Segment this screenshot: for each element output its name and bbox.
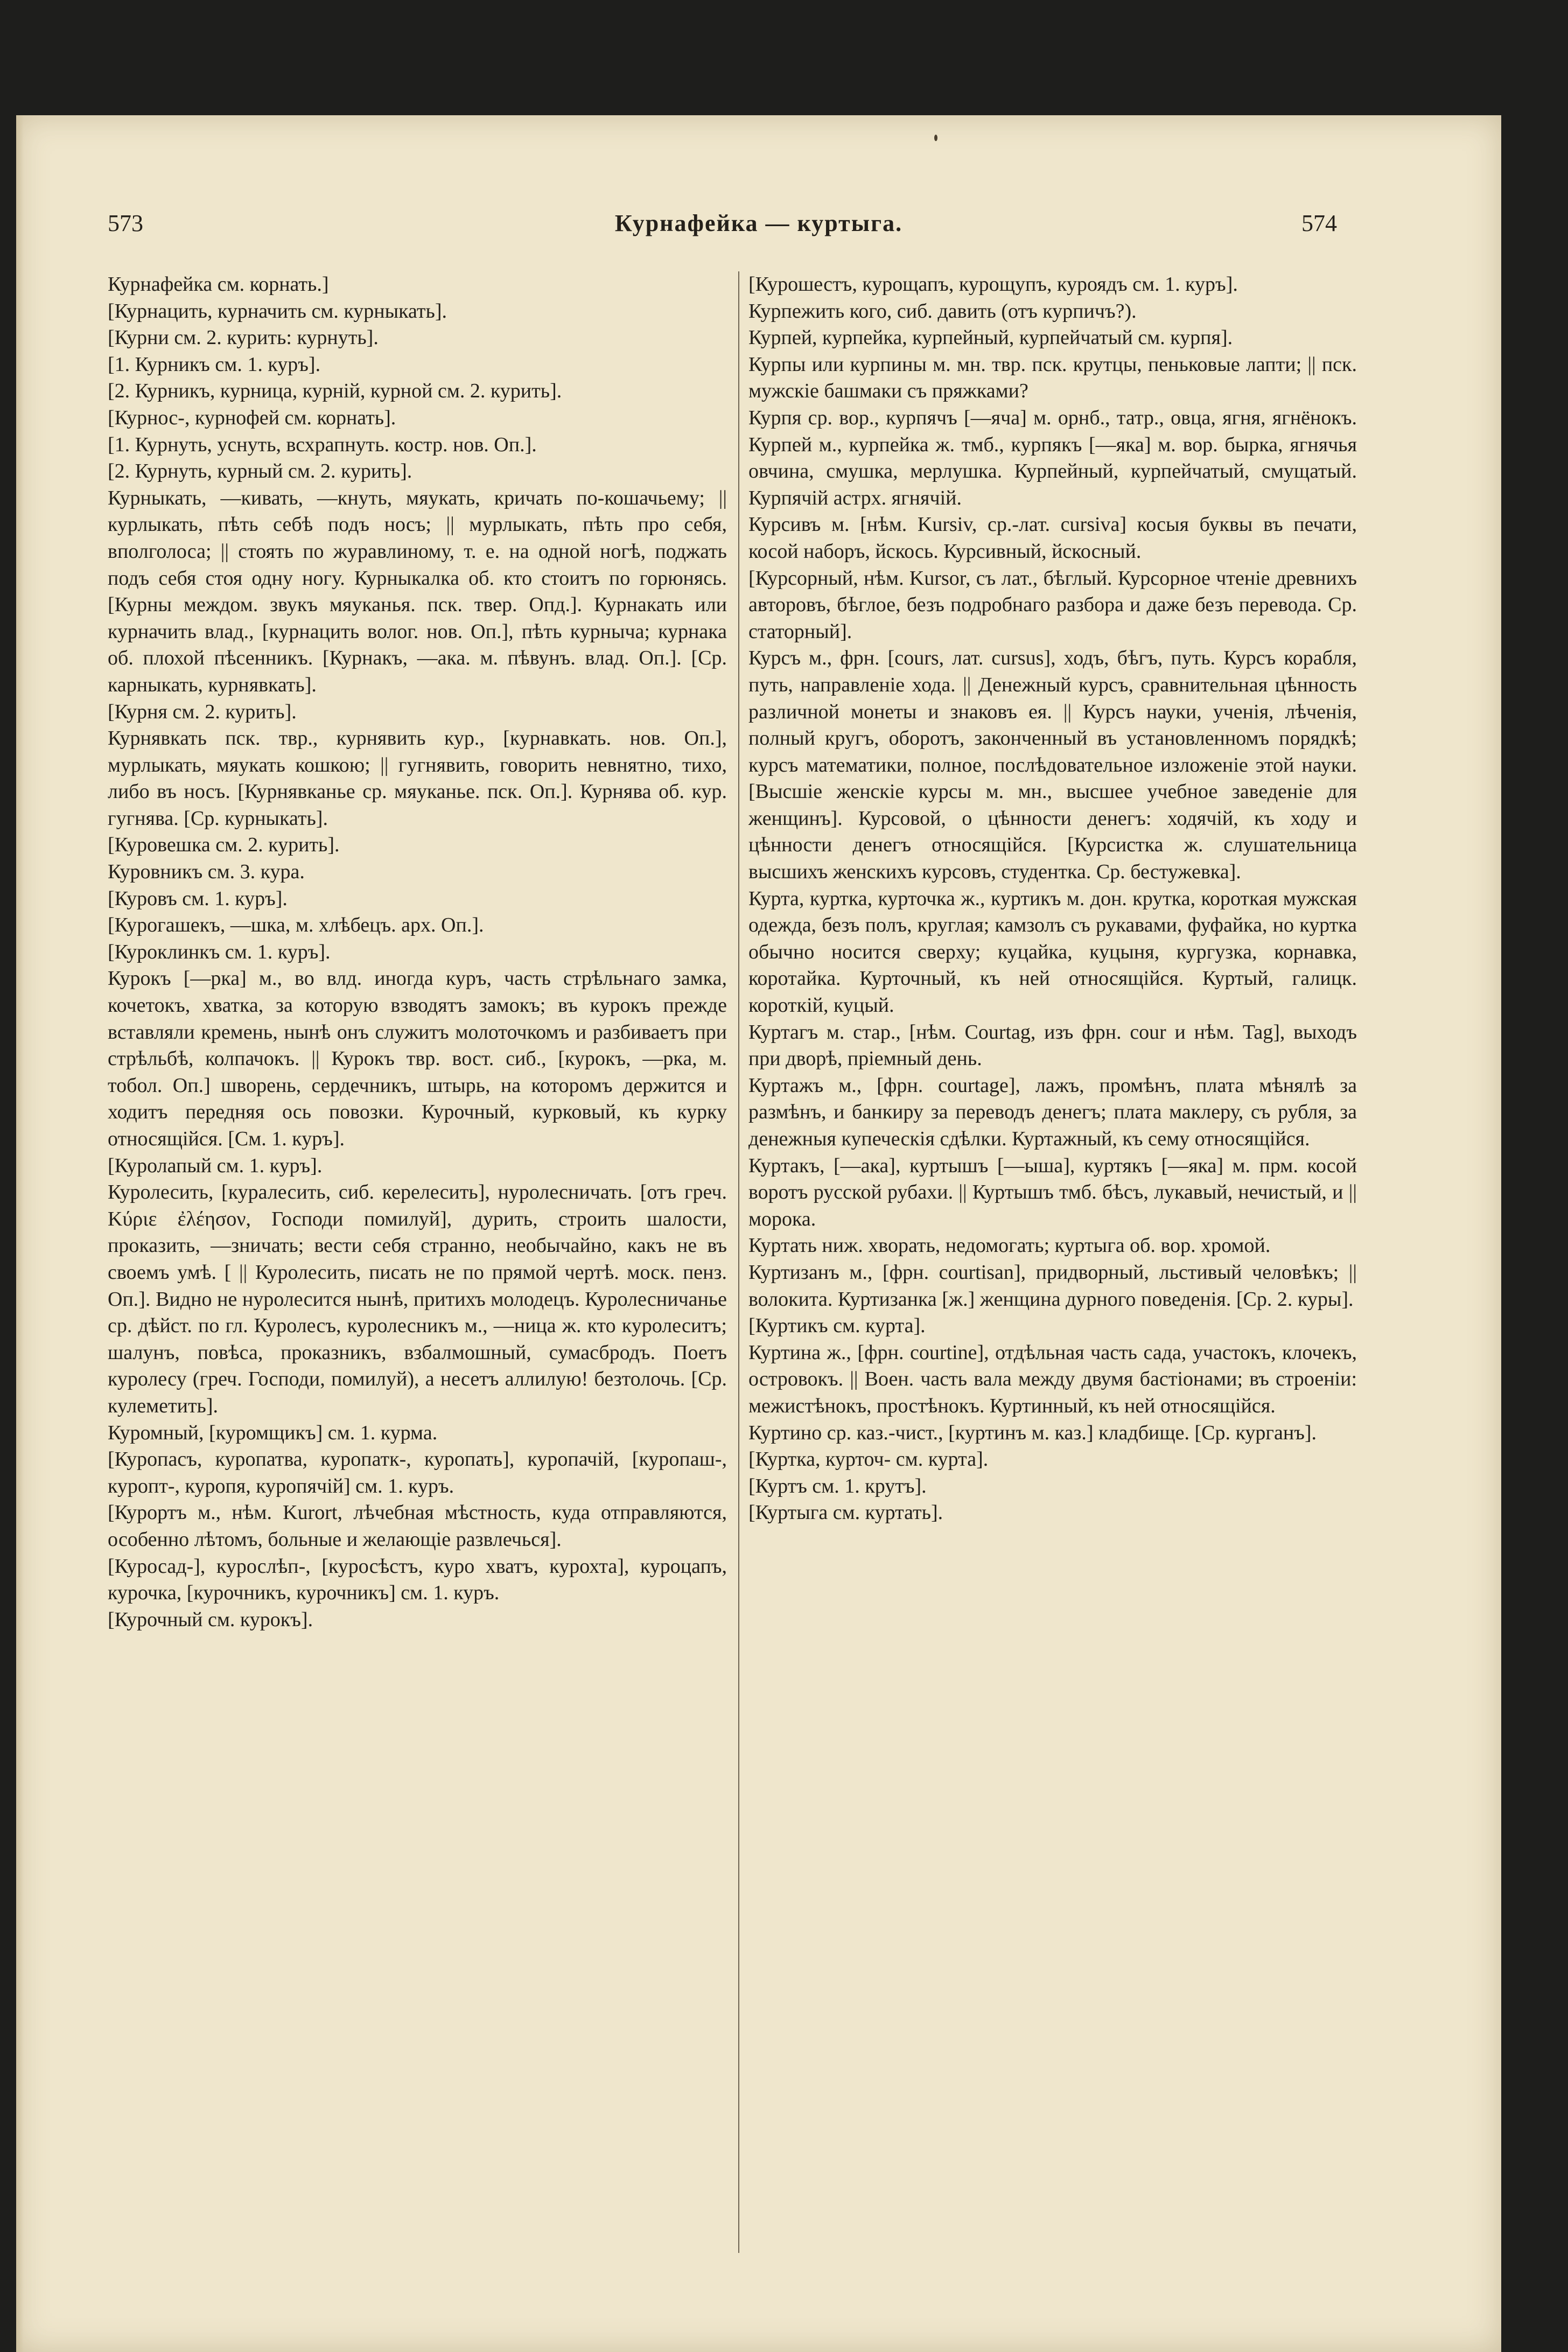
dictionary-entry: [Куртка, курточ- см. курта]. [748,1448,989,1471]
dictionary-entry: Курнафейка см. корнать.] [108,273,329,296]
dictionary-entry: Куртина ж., [фрн. courtine], отдѣльная часть сада, участокъ, клочекъ, островокъ. || Воен. часть вала между двумя бастіонами; въ строеніи: межистѣнокъ, простѣнокъ. Куртинный, къ ней относящійся. [748,1341,1357,1417]
dictionary-entry: [Курогашекъ, —шка, м. хлѣбецъ. арх. Оп.]. [108,914,484,937]
dictionary-entry: [Курни см. 2. курить: курнуть]. [108,326,379,349]
dictionary-entry: Куртакъ, [—ака], куртышъ [—ыша], куртякъ [—яка] м. прм. косой воротъ русской рубахи. || Куртышъ тмб. бѣсъ, лукавый, нечистый, и || морока. [748,1154,1357,1230]
dictionary-entry: Куромный, [куромщикъ] см. 1. курма. [108,1421,438,1444]
dictionary-entry: Куртать ниж. хворать, недомогать; куртыга об. вор. хромой. [748,1234,1271,1257]
dictionary-entry: [2. Курнуть, курный см. 2. курить]. [108,460,412,483]
dictionary-entry: [1. Курнуть, уснуть, всхрапнуть. костр. нов. Оп.]. [108,433,537,456]
dictionary-entry: Куртажъ м., [фрн. courtage], лажъ, промѣнъ, плата мѣнялѣ за размѣнъ, и банкиру за переводъ денегъ; плата маклеру, съ рубля, за денежныя купеческія сдѣлки. Куртажный, къ сему относящійся. [748,1074,1357,1150]
dictionary-entry: [Куропасъ, куропатва, куропатк-, куропать], куропачій, [куропаш-, куропт-, куропя, куропячій] см. 1. куръ. [108,1448,727,1497]
dictionary-entry: Курсъ м., фрн. [cours, лат. cursus], ходъ, бѣгъ, путь. Курсъ корабля, путь, направленіе хода. || Денежный курсъ, сравнительная цѣнность различной монеты и знаковъ ея. || Курсъ науки, ученія, лѣченія, полный кругъ, оборотъ, законченный въ установленномъ порядкѣ; курсъ математики, полное, послѣдовательное изложеніе этой науки. [Высшіе женскіе курсы м. мн., высшее учебное заведеніе для женщинъ]. Курсовой, о цѣнности денегъ: ходячій, къ ходу и цѣнности денегъ относящійся. [Курсистка ж. слушательница высшихъ женскихъ курсовъ, студентка. Ср. бестужевка]. [748,647,1357,884]
dictionary-entry: Куролесить, [куралесить, сиб. керелесить], нуролесничать. [отъ греч. Κύριε ἐλέησον, Господи помилуй], дурить, строить шалости, проказить, —зничать; вести себя странно, необычайно, какъ не въ своемъ умѣ. [ || Куролесить, писать не по прямой чертѣ. моск. пенз. Оп.]. Видно не нуролесится нынѣ, притихъ молодецъ. Куролесничанье ср. дѣйст. по гл. Куролесъ, куролесникъ м., —ница ж. кто куролеситъ; шалунъ, повѣса, проказникъ, взбалмошный, сумасбродъ. Поетъ куролесу (греч. Господи, помилуй), а несетъ аллилую! безтолочь. [Ср. кулеметить]. [108,1181,727,1417]
right-column [748,271,1357,1527]
dictionary-entry: Курсивъ м. [нѣм. Kursiv, ср.-лат. cursiva] косыя буквы въ печати, косой наборъ, йскось. Курсивный, йскосный. [748,513,1357,563]
ink-speck [934,135,937,141]
dictionary-entry: [Курошестъ, курощапъ, курощупъ, куроядъ см. 1. куръ]. [748,273,1238,296]
left-column [108,271,727,1633]
dictionary-entry: Куровникъ см. 3. кура. [108,860,305,884]
dictionary-entry: Курнявкать пск. твр., курнявить кур., [курнавкать. нов. Оп.], мурлыкать, мяукать кошкою; || гугнявить, говорить невнятно, тихо, либо въ носъ. [Курнявканье ср. мяуканье. пск. Оп.]. Курнява об. кур. гугнява. [Ср. курныкать]. [108,727,727,830]
dictionary-entry: [Курня см. 2. курить]. [108,700,297,723]
dictionary-entry: [Куровешка см. 2. курить]. [108,834,340,857]
column-divider [738,271,739,2253]
dictionary-entry: [Курортъ м., нѣм. Kurort, лѣчебная мѣстность, куда отправляются, особенно лѣтомъ, больные и желающіе развлечься]. [108,1501,727,1551]
dictionary-entry: [Куроклинкъ см. 1. куръ]. [108,940,331,963]
dictionary-entry: [2. Курникъ, курница, курній, курной см. 2. курить]. [108,380,562,403]
dictionary-entry: Курпей, курпейка, курпейный, курпейчатый см. курпя]. [748,326,1233,349]
dictionary-entry: Курокъ [—рка] м., во влд. иногда куръ, часть стрѣльнаго замка, кочетокъ, хватка, за которую взводятъ замокъ; въ курокъ прежде вставляли кремень, нынѣ онъ служитъ молоточкомъ и разбиваетъ при стрѣльбѣ, колпачокъ. || Курокъ твр. вост. сиб., [курокъ, —рка, м. тобол. Оп.] шворень, сердечникъ, штырь, на которомъ держится и ходитъ передняя ось повозки. Курочный, курковый, къ курку относящійся. [См. 1. куръ]. [108,967,727,1150]
left-page-number: 573 [108,210,143,236]
dictionary-entry: [Курнацить, курначить см. курныкать]. [108,299,447,323]
dictionary-entry: Курпя ср. вор., курпячъ [—яча] м. орнб., татр., овца, ягня, ягнёнокъ. Курпей м., курпейка ж. тмб., курпякъ [—яка] м. вор. бырка, ягнячья овчина, смушка, мерлушка. Курпейный, курпейчатый, смущатый. Курпячій астрх. ягнячій. [748,406,1357,509]
dictionary-entry: [Куртикъ см. курта]. [748,1314,926,1338]
dictionary-page [16,115,1501,2352]
running-head: Курнафейка — куртыга. [614,210,903,236]
dictionary-entry: [Куртъ см. 1. крутъ]. [748,1474,927,1497]
dictionary-entry: [Курочный см. курокъ]. [108,1608,313,1631]
dictionary-entry: [Куролапый см. 1. куръ]. [108,1154,323,1177]
page-header [16,209,1501,258]
right-page-number: 574 [1301,210,1337,236]
dictionary-entry: [Куросад-], курослѣп-, [куросѣстъ, куро хватъ, курохта], куроцапъ, курочка, [курочникъ, курочникъ] см. 1. куръ. [108,1555,727,1605]
dictionary-entry: Курпы или курпины м. мн. твр. пск. крутцы, пеньковые лапти; || пск. мужскіе башмаки съ пряжками? [748,353,1357,403]
dictionary-entry: [Курсорный, нѣм. Kursor, съ лат., бѣглый. Курсорное чтеніе древнихъ авторовъ, бѣглое, безъ подробнаго разбора и даже безъ перевода. Ср. статорный]. [748,566,1357,643]
dictionary-entry: [Курнос-, курнофей см. корнать]. [108,406,396,429]
dictionary-entry: Куртино ср. каз.-чист., [куртинъ м. каз.] кладбище. [Ср. курганъ]. [748,1421,1317,1444]
dictionary-entry: Курпежить кого, сиб. давить (отъ курпичъ?). [748,299,1137,323]
dictionary-entry: [1. Курникъ см. 1. куръ]. [108,353,321,376]
dictionary-entry: [Куровъ см. 1. куръ]. [108,887,288,910]
dictionary-entry: [Куртыга см. куртать]. [748,1501,943,1524]
dictionary-entry: Курныкать, —кивать, —кнуть, мяукать, кричать по-кошачьему; || курлыкать, пѣть себѣ подъ носъ; || мурлыкать, пѣть про себя, вполголоса; || стоять по журавлиному, т. е. на одной ногѣ, поджать подъ себя стоя одну ногу. Курныкалка об. кто стоитъ по горюнясь. [Курны междом. звукъ мяуканья. пск. твер. Опд.]. Курнакать или курначить влад., [курнацить волог. нов. Оп.], пѣть курныча; курнака об. плохой пѣсенникъ. [Курнакъ, —ака. м. пѣвунъ. влад. Оп.]. [Ср. карныкать, курнявкать]. [108,486,727,696]
dictionary-entry: Курта, куртка, курточка ж., куртикъ м. дон. крутка, короткая мужская одежда, безъ полъ, круглая; камзолъ съ рукавами, фуфайка, но куртка обычно носится сверху; куцайка, куцыня, кургузка, корнавка, коротайка. Курточный, къ ней относящійся. Куртый, галицк. короткій, куцый. [748,887,1357,1017]
dictionary-entry: Куртизанъ м., [фрн. courtisan], придворный, льстивый человѣкъ; || волокита. Куртизанка [ж.] женщина дурного поведенія. [Ср. 2. куры]. [748,1261,1357,1311]
dictionary-entry: Куртагъ м. стар., [нѣм. Courtag, изъ фрн. cour и нѣм. Tag], выходъ при дворѣ, пріемный день. [748,1020,1357,1070]
